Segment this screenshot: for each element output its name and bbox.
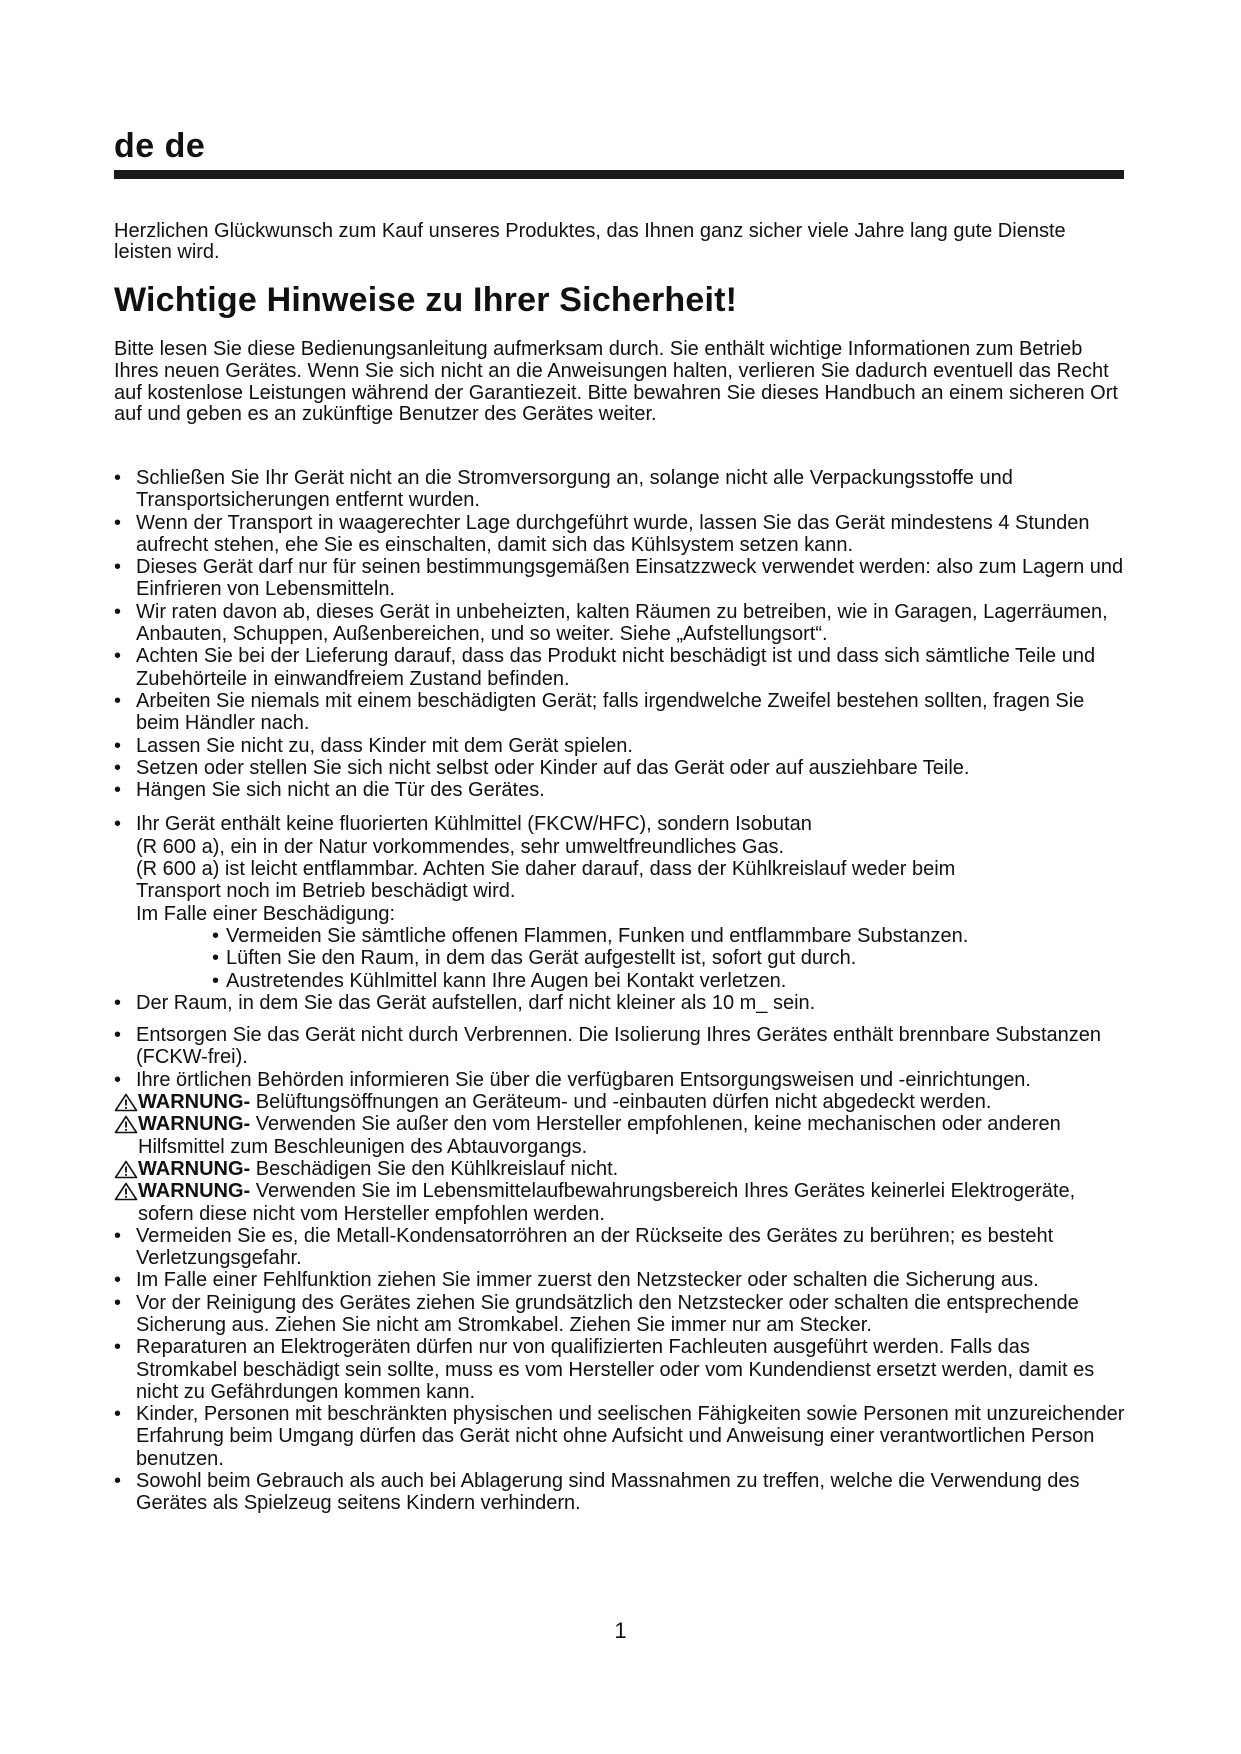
spacer bbox=[114, 801, 1126, 813]
warning-text: Verwenden Sie im Lebensmittelaufbewahrungsbereich Ihres Gerätes keinerlei Elektrogeräte, sofern diese nicht vom Hersteller empfohlen werden. bbox=[138, 1180, 1076, 1225]
sub-list-item: • Lüften Sie den Raum, in dem das Gerät aufgestellt ist, sofort gut durch. bbox=[114, 947, 1126, 969]
spacer bbox=[114, 1014, 1126, 1024]
warning-label: WARNUNG- bbox=[138, 1180, 251, 1203]
list-item: • Reparaturen an Elektrogeräten dürfen nur von qualifizierten Fachleuten ausgeführt werden. Falls das Stromkabel beschädigt sein sollte, muss es vom Hersteller oder vom Kundendienst ersetzt werden, damit es nicht zu Gefährdungen kommen kann. bbox=[114, 1336, 1126, 1403]
section-title: Wichtige Hinweise zu Ihrer Sicherheit! bbox=[114, 281, 738, 319]
list-item: • Sowohl beim Gebrauch als auch bei Ablagerung sind Massnahmen zu treffen, welche die Verwendung des Gerätes als Spielzeug seitens Kindern verhindern. bbox=[114, 1470, 1126, 1515]
warning-item bbox=[114, 1091, 1126, 1113]
list-item: • Lassen Sie nicht zu, dass Kinder mit dem Gerät spielen. bbox=[114, 735, 1126, 757]
list-item: • Vermeiden Sie es, die Metall-Kondensatorröhren an der Rückseite des Gerätes zu berühren; es besteht Verletzungsgefahr. bbox=[114, 1225, 1126, 1270]
intro-paragraph: Herzlichen Glückwunsch zum Kauf unseres Produktes, das Ihnen ganz sicher viele Jahre lang gute Dienste leisten wird. bbox=[114, 220, 1066, 263]
list-item: • Setzen oder stellen Sie sich nicht selbst oder Kinder auf das Gerät oder auf ausziehbare Teile. bbox=[114, 757, 1126, 779]
refrigerant-item bbox=[114, 813, 1126, 924]
page-number: 1 bbox=[614, 1618, 627, 1643]
list-item: • Im Falle einer Fehlfunktion ziehen Sie immer zuerst den Netzstecker oder schalten die Sicherung aus. bbox=[114, 1269, 1126, 1291]
list-item: • Achten Sie bei der Lieferung darauf, dass das Produkt nicht beschädigt ist und dass sich sämtliche Teile und Zubehörteile in einwandfreiem Zustand befinden. bbox=[114, 645, 1126, 690]
warning-item bbox=[114, 1180, 1126, 1225]
list-item: • Kinder, Personen mit beschränkten physischen und seelischen Fähigkeiten sowie Personen mit unzureichender Erfahrung beim Umgang dürfen das Gerät nicht ohne Aufsicht und Anweisung einer verantwortlichen Person benutzen. bbox=[114, 1403, 1126, 1470]
instructions-paragraph: Bitte lesen Sie diese Bedienungsanleitung aufmerksam durch. Sie enthält wichtige Informationen zum Betrieb Ihres neuen Gerätes. Wenn Sie sich nicht an die Anweisungen halten, verlieren Sie dadurch eventuell das Recht auf kostenlose Leistungen während der Garantiezeit. Bitte bewahren Sie dieses Handbuch an einem sicheren Ort auf und geben es an zukünftige Benutzer des Gerätes weiter. bbox=[114, 338, 1118, 426]
warning-triangle-icon bbox=[114, 1093, 138, 1112]
warning-item bbox=[114, 1113, 1126, 1158]
list-item: • Wenn der Transport in waagerechter Lage durchgeführt wurde, lassen Sie das Gerät mindestens 4 Stunden aufrecht stehen, ehe Sie es einschalten, damit sich das Kühlsystem setzen kann. bbox=[114, 512, 1126, 557]
warning-text: Belüftungsöffnungen an Geräteum- und -einbauten dürfen nicht abgedeckt werden. bbox=[250, 1091, 992, 1114]
list-item: • Wir raten davon ab, dieses Gerät in unbeheizten, kalten Räumen zu betreiben, wie in Garagen, Lagerräumen, Anbauten, Schuppen, Außenbereichen, und so weiter. Siehe „Aufstellungsort“. bbox=[114, 601, 1126, 646]
warning-label: WARNUNG- bbox=[138, 1091, 251, 1114]
refrigerant-line: • Ihr Gerät enthält keine fluorierten Kühlmittel (FKCW/HFC), sondern Isobutan bbox=[136, 813, 812, 836]
warning-text: Verwenden Sie außer den vom Hersteller empfohlenen, keine mechanischen oder anderen Hilfsmittel zum Beschleunigen des Abtauvorgangs. bbox=[138, 1113, 1061, 1158]
warning-item bbox=[114, 1158, 1126, 1180]
warning-triangle-icon bbox=[114, 1115, 138, 1134]
warning-triangle-icon bbox=[114, 1182, 138, 1201]
list-item: • Der Raum, in dem Sie das Gerät aufstellen, darf nicht kleiner als 10 m_ sein. bbox=[114, 992, 1126, 1014]
safety-list bbox=[114, 467, 1126, 1515]
list-item: • Arbeiten Sie niemals mit einem beschädigten Gerät; falls irgendwelche Zweifel bestehen sollten, fragen Sie beim Händler nach. bbox=[114, 690, 1126, 735]
refrigerant-line: Im Falle einer Beschädigung: bbox=[136, 902, 396, 925]
sub-list-item: • Vermeiden Sie sämtliche offenen Flammen, Funken und entflammbare Substanzen. bbox=[114, 925, 1126, 947]
refrigerant-line: Transport noch im Betrieb beschädigt wird. bbox=[136, 880, 516, 903]
list-item: • Schließen Sie Ihr Gerät nicht an die Stromversorgung an, solange nicht alle Verpackungsstoffe und Transportsicherungen entfernt wurden. bbox=[114, 467, 1126, 512]
language-header: de de bbox=[114, 127, 206, 165]
sub-list-item: • Austretendes Kühlmittel kann Ihre Augen bei Kontakt verletzen. bbox=[114, 970, 1126, 992]
list-item: • Entsorgen Sie das Gerät nicht durch Verbrennen. Die Isolierung Ihres Gerätes enthält brennbare Substanzen (FCKW-frei). bbox=[114, 1024, 1126, 1069]
list-item: • Dieses Gerät darf nur für seinen bestimmungsgemäßen Einsatzzweck verwendet werden: also zum Lagern und Einfrieren von Lebensmitteln. bbox=[114, 556, 1126, 601]
list-item: • Vor der Reinigung des Gerätes ziehen Sie grundsätzlich den Netzstecker oder schalten die entsprechende Sicherung aus. Ziehen Sie nicht am Stromkabel. Ziehen Sie immer nur am Stecker. bbox=[114, 1292, 1126, 1337]
warning-triangle-icon bbox=[114, 1160, 138, 1179]
warning-label: WARNUNG- bbox=[138, 1113, 251, 1136]
list-item: • Hängen Sie sich nicht an die Tür des Gerätes. bbox=[114, 779, 1126, 801]
refrigerant-line: (R 600 a), ein in der Natur vorkommendes, sehr umweltfreundliches Gas. bbox=[136, 835, 785, 858]
warning-label: WARNUNG- bbox=[138, 1157, 251, 1180]
warning-text: Beschädigen Sie den Kühlkreislauf nicht. bbox=[250, 1157, 619, 1180]
list-item: • Ihre örtlichen Behörden informieren Sie über die verfügbaren Entsorgungsweisen und -einrichtungen. bbox=[114, 1069, 1126, 1091]
refrigerant-line: (R 600 a) ist leicht entflammbar. Achten Sie daher darauf, dass der Kühlkreislauf weder beim bbox=[136, 858, 956, 881]
header-rule bbox=[114, 170, 1124, 179]
